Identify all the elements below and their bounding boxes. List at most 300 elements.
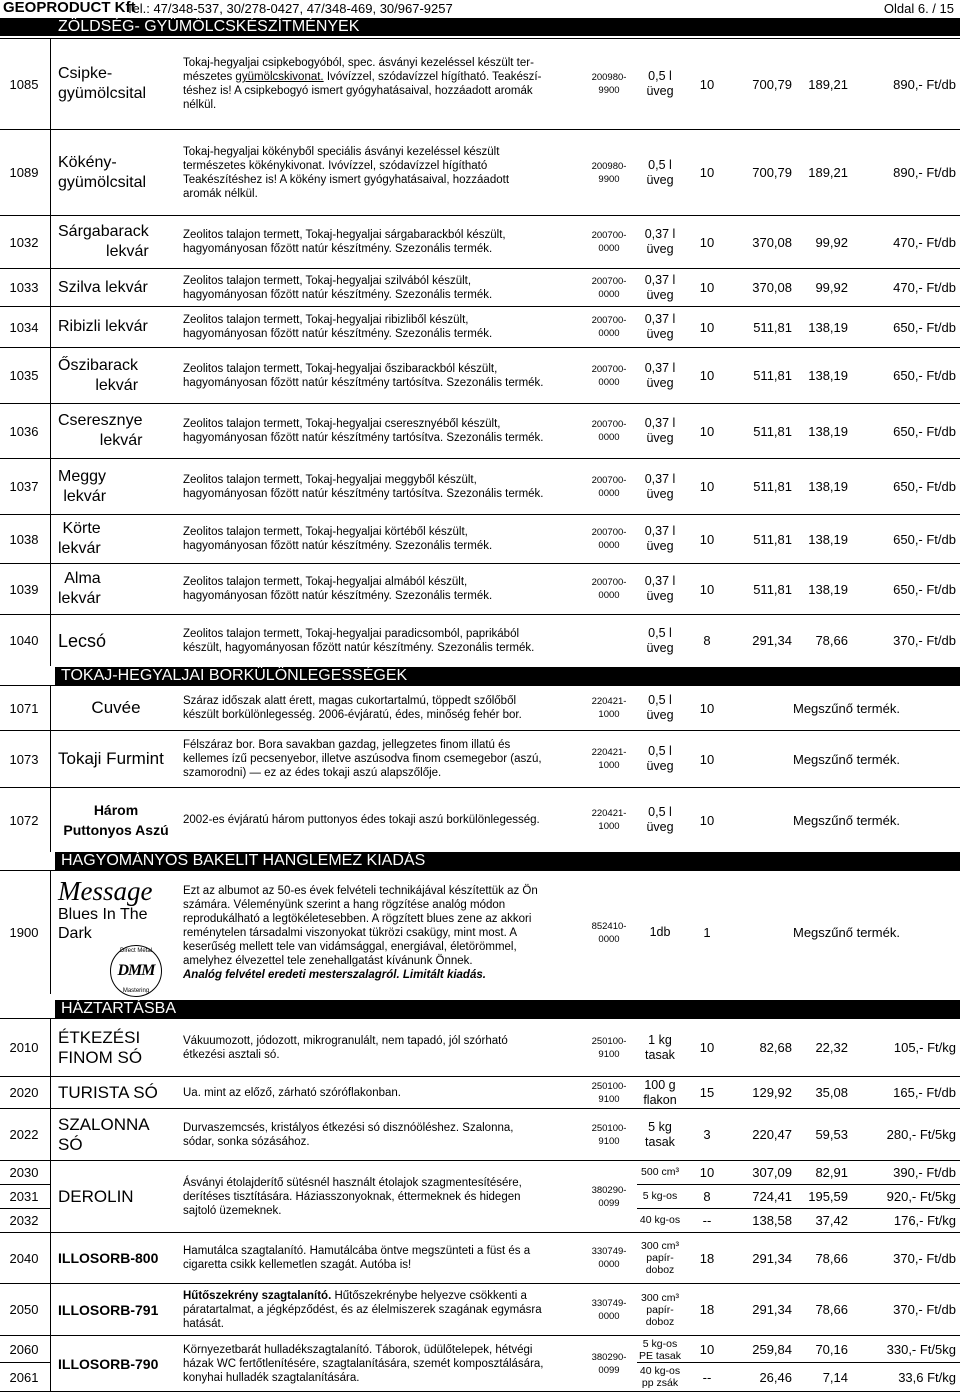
description-text-line: szamorodni) — ez az édes tokaji aszú alapszőlője.: [183, 767, 442, 779]
product-description: [183, 348, 575, 403]
net-price: 370,08: [752, 280, 792, 295]
product-name: [58, 615, 174, 666]
description-text-part: Ivóvízzel, szódavízzel hígítható. Teakészí-: [323, 71, 542, 83]
carton-quantity: 18: [699, 1250, 715, 1266]
product-name-text: [58, 278, 148, 298]
product-ean: [582, 615, 636, 666]
gross-price: 650,- Ft/db: [893, 581, 956, 597]
product-ean: [582, 515, 636, 563]
ean-text-line: 200700-: [591, 275, 627, 287]
product-code: 1071: [9, 700, 39, 716]
ean-text: [592, 576, 627, 602]
size-text-line: üveg: [646, 820, 674, 834]
product-ean: [582, 1233, 636, 1283]
ean-text-line: 220421-: [591, 808, 627, 819]
description-text-line: Zeolitos talajon termett, Tokaj-hegyaljai ribizliből készült,: [183, 314, 469, 326]
discontinued-note: [790, 871, 960, 994]
record-title: [58, 877, 162, 997]
package-size: [637, 515, 683, 563]
package-size-column: [637, 1161, 683, 1232]
product-name: [58, 1077, 174, 1108]
product-name-text-line: Körte: [62, 520, 101, 537]
size-text: [646, 626, 673, 656]
ean-text-line: 0000: [598, 1259, 620, 1270]
description-text-line: Környezetbarát hulladékszagtalanító. Táborok, üdülőtelepek, hétvégi: [183, 1343, 533, 1356]
product-description: [183, 564, 575, 614]
size-text-line: üveg: [646, 640, 674, 655]
product-code: 2020: [9, 1085, 39, 1100]
carton-quantity: 8: [703, 633, 711, 648]
ean-text-line: 9100: [598, 1135, 620, 1147]
product-name-text: [58, 749, 164, 769]
size-text-line: 0,5 l: [648, 625, 672, 640]
note-text: Megszűnő termék.: [793, 751, 900, 767]
description-text-line: Ezt az albumot az 50-es évek felvételi technikájával készítettük az Ön: [183, 884, 538, 897]
description-text-line: sajtoló üzemeknek.: [183, 1204, 282, 1217]
size-text: [646, 158, 673, 188]
column-divider: [50, 685, 51, 852]
description-text: [183, 627, 534, 655]
size-text-line: 0,5 l: [648, 744, 672, 758]
ean-text: [592, 1184, 627, 1210]
product-name-text-line: lekvár: [99, 432, 143, 449]
size-text-line: üveg: [646, 242, 674, 256]
size-text-line: üveg: [646, 375, 674, 390]
product-code: 2031: [9, 1188, 39, 1204]
carton-quantity: 10: [699, 423, 715, 439]
product-name: [58, 216, 174, 268]
product-name: [58, 307, 174, 347]
sub-row-divider: [637, 1208, 960, 1209]
ean-text-line: 1000: [598, 821, 620, 832]
table-row: [0, 38, 960, 129]
carton-quantity: 10: [699, 319, 715, 335]
size-text: [645, 1033, 675, 1063]
description-text: [183, 738, 542, 780]
gross-price: 650,- Ft/db: [893, 531, 956, 547]
ean-text-line: 852410-: [591, 920, 627, 932]
size-text: [645, 472, 676, 502]
vat-amount-column: [794, 1336, 848, 1391]
carton-quantity: 15: [699, 1085, 715, 1100]
product-name-text-line: Ribizli lekvár: [58, 318, 148, 335]
table-row: [0, 1283, 960, 1335]
product-name-text-line: Csipke-: [58, 65, 113, 82]
ean-text-line: 250100-: [591, 1080, 627, 1092]
package-size-column: [637, 1336, 683, 1391]
product-description: [183, 871, 575, 994]
product-description: [183, 39, 575, 129]
vat-amount: 189,21: [808, 76, 848, 92]
size-text-line: üveg: [646, 172, 674, 187]
product-code: 1085: [9, 76, 39, 92]
description-text: [183, 575, 492, 603]
net-price: 82,68: [759, 1040, 792, 1055]
ean-text-line: 9900: [598, 173, 620, 185]
description-text-line: készült, hagyományosan főzött natúr készítmény. Szezonális termék.: [183, 641, 535, 654]
package-size: [637, 788, 683, 852]
product-name: [58, 564, 174, 614]
description-text: [183, 228, 506, 256]
vat-amount: 99,92: [815, 234, 848, 250]
carton-quantity: 18: [699, 1302, 715, 1317]
product-name-text-line: Szilva lekvár: [58, 278, 148, 296]
product-name-text-line: lekvár: [95, 376, 139, 394]
product-code: 1039: [9, 581, 39, 597]
description-text: [183, 145, 509, 201]
table-row: [0, 563, 960, 614]
column-divider: [50, 38, 51, 666]
size-text-line: 0,37 l: [644, 416, 676, 430]
product-ean: [582, 459, 636, 514]
package-size: [640, 1365, 680, 1389]
sub-row-divider: [0, 1208, 50, 1209]
vat-amount: 7,14: [822, 1369, 848, 1385]
column-divider: [50, 1018, 51, 1391]
product-name-text-line: TURISTA SÓ: [58, 1082, 158, 1102]
discontinued-note: [790, 731, 960, 787]
product-code: 2010: [9, 1040, 39, 1055]
description-text-line: Zeolitos talajon termett, Tokaj-hegyaljai cseresznyéből készült,: [183, 418, 501, 430]
description-text-line: Zeolitos talajon termett, Tokaj-hegyaljai szilvából készült,: [183, 274, 472, 287]
description-text-line: Teakészítéshez is! A kökény ismert gyógyhatásaival, hozzáadott: [183, 173, 510, 186]
product-code: 1900: [9, 925, 39, 940]
size-text-line: 100 g: [644, 1077, 676, 1092]
net-price: 724,41: [752, 1188, 792, 1204]
product-description: [183, 1161, 575, 1232]
size-text: [645, 416, 676, 446]
description-text-line: Zeolitos talajon termett, Tokaj-hegyaljai sárgabarackból készült,: [183, 229, 506, 241]
product-ean: [582, 1019, 636, 1076]
net-price: 700,79: [752, 76, 792, 92]
product-description: [183, 1077, 575, 1108]
description-text: [183, 1121, 513, 1149]
product-name: [58, 459, 174, 514]
size-text: [645, 312, 676, 342]
ean-text: [592, 314, 627, 340]
package-size: [637, 1019, 683, 1076]
gross-price: 390,- Ft/db: [893, 1165, 956, 1181]
product-name-text-line: Meggy: [58, 467, 107, 485]
package-size: [637, 1077, 683, 1108]
kivonat-link[interactable]: gyümölcskivonat.: [235, 71, 324, 83]
product-name: [58, 877, 180, 994]
description-text-line: Zeolitos talajon termett, Tokaj-hegyaljai almából készült,: [183, 576, 468, 588]
product-ean: [582, 1161, 636, 1232]
note-text: Megszűnő termék.: [793, 812, 900, 828]
product-description: [183, 615, 575, 666]
size-text: [645, 273, 676, 303]
size-text-line: 0,5 l: [648, 693, 672, 707]
record-subtitle-line: Blues In The: [58, 906, 148, 923]
product-code: 2061: [9, 1369, 39, 1385]
table-row: [0, 514, 960, 563]
size-text: [646, 805, 673, 835]
gross-price: 890,- Ft/db: [893, 76, 956, 92]
logo-mark: DMM: [117, 962, 155, 979]
description-text-line: hatását.: [183, 1317, 224, 1330]
description-text-line: hagyományosan főzött natúr készítmény. Szezonális termék.: [183, 243, 493, 255]
package-size: [637, 307, 683, 347]
ean-text-line: 200700-: [591, 363, 627, 375]
product-name-text-line: SZALONNA: [58, 1114, 150, 1134]
carton-quantity: --: [702, 1212, 712, 1228]
package-size-line: 5 kg-os: [642, 1337, 678, 1350]
description-text-line: aromák nélkül.: [183, 187, 258, 200]
ean-text-line: 200700-: [591, 230, 627, 241]
description-text-line: Ua. mint az előző, zárható szóróflakonban.: [183, 1086, 401, 1099]
product-description: [183, 515, 575, 563]
ean-text-line: 200980-: [591, 72, 627, 83]
product-name: [58, 269, 174, 306]
size-text-line: 0,37 l: [644, 471, 676, 486]
package-size: [637, 615, 683, 666]
logo-text: Direct Metal: [119, 948, 152, 954]
size-text: [641, 1240, 679, 1276]
ean-text-line: 0000: [598, 590, 620, 601]
vat-amount: 37,42: [815, 1212, 848, 1228]
gross-price: 470,- Ft/db: [893, 280, 956, 295]
ean-text-line: 220421-: [591, 747, 627, 758]
net-price: 307,09: [752, 1165, 792, 1181]
product-ean: [582, 1284, 636, 1335]
description-text-line: cigaretta csikk kellemetlen szagát. Autóba is!: [183, 1259, 412, 1271]
vat-amount: 138,19: [808, 368, 848, 383]
product-description: [183, 1233, 575, 1283]
net-price: 511,81: [753, 319, 792, 335]
size-text-line: 0,37 l: [644, 524, 676, 538]
package-size: 5 kg-os: [642, 1189, 678, 1202]
product-description: [183, 269, 575, 306]
product-description: [183, 686, 575, 730]
ean-text-line: 200700-: [591, 419, 627, 430]
ean-text: [592, 1080, 627, 1106]
description-text-line: Ásványi étolajderítő sütésnél használt étolajok szagmentesítésére,: [183, 1176, 522, 1189]
table-row: [0, 730, 960, 787]
ean-text-line: 0000: [598, 487, 620, 499]
phone-numbers: Tel.: 47/348-537, 30/278-0427, 47/348-469, 30/967-9257: [126, 1, 453, 16]
carton-quantity: 10: [699, 1040, 715, 1055]
package-size: [637, 1284, 683, 1335]
description-text: [183, 417, 544, 445]
package-size: [637, 348, 683, 403]
carton-quantity: 10: [699, 700, 715, 716]
record-message-title: Message: [58, 876, 153, 906]
gross-price: 280,- Ft/5kg: [886, 1127, 956, 1142]
product-code: 1038: [9, 531, 39, 547]
package-size: [637, 1109, 683, 1160]
product-name-text: [58, 411, 142, 451]
ean-text: [592, 229, 627, 255]
ean-text-line: 380290-: [591, 1184, 627, 1196]
product-name-text-line: Kökény-: [58, 153, 117, 171]
carton-quantity: 10: [699, 280, 715, 295]
ean-text-line: 200980-: [591, 160, 627, 172]
gross-price: 920,- Ft/5kg: [886, 1188, 956, 1204]
sub-row-divider: [0, 1184, 50, 1185]
size-text-line: doboz: [645, 1315, 675, 1328]
carton-quantity: 10: [699, 368, 715, 383]
product-ean: [582, 130, 636, 215]
product-ean: [582, 404, 636, 458]
description-text-line: étkezési asztali só.: [183, 1048, 280, 1061]
product-name-text-line: ÉTKEZÉSI: [58, 1027, 141, 1047]
package-size: [637, 1233, 683, 1283]
product-ean: [582, 307, 636, 347]
product-description: [183, 1109, 575, 1160]
size-text: [645, 1120, 675, 1150]
product-ean: [582, 1077, 636, 1108]
net-price: 370,08: [752, 234, 792, 250]
product-name-text-line: SÓ: [58, 1134, 83, 1154]
product-description: [183, 788, 575, 852]
ean-text: [592, 160, 627, 186]
package-size: [637, 731, 683, 787]
product-code: 1037: [9, 479, 39, 494]
description-text: [183, 694, 522, 722]
description-text-line: Tokaj-hegyaljai kökényből speciális ásványi kezeléssel készült: [183, 145, 500, 158]
net-price: 700,79: [752, 165, 792, 180]
ean-text-line: 200700-: [591, 577, 627, 588]
gross-price: 650,- Ft/db: [893, 423, 956, 439]
ean-text-line: 0000: [598, 540, 620, 551]
product-name-text: [58, 356, 138, 396]
description-text-part: mészetes: [183, 71, 236, 83]
description-text-line: Száraz időszak alatt érett, magas cukortartalmú, töppedt szőlőből: [183, 695, 517, 707]
description-text: [183, 813, 540, 827]
product-name-text: [58, 519, 101, 559]
net-price: 291,34: [752, 1302, 792, 1317]
product-ean: [582, 39, 636, 129]
vat-amount: 138,19: [808, 531, 848, 547]
product-ean: [582, 871, 636, 994]
product-name-text-line: lekvár: [58, 590, 101, 607]
gross-price: 650,- Ft/db: [893, 368, 956, 383]
ean-text-line: 330749-: [591, 1297, 627, 1309]
size-text: [646, 693, 673, 723]
description-text-line: kellemes ízű pecsenyebor, illetve aszúsodva finom csemegebor (aszú,: [183, 753, 542, 765]
product-name-text-line: Alma: [64, 570, 101, 587]
product-ean: [582, 731, 636, 787]
product-code: 2032: [9, 1212, 39, 1228]
product-name-text: [58, 222, 149, 262]
gross-price: 650,- Ft/db: [893, 479, 956, 494]
ean-text-line: 0000: [598, 288, 620, 300]
product-name-text-line: FINOM SÓ: [58, 1047, 143, 1067]
product-name-text-line: Őszibarack: [58, 356, 139, 374]
description-text: [183, 56, 541, 112]
description-text-line: hagyományosan főzött natúr készítmény tartósítva. Szezonális termék.: [183, 487, 544, 500]
table-row: [0, 1108, 960, 1160]
product-name: [58, 39, 174, 129]
column-divider: [50, 870, 51, 994]
description-text-line: 2002-es évjáratú három puttonyos édes tokaji aszú borkülönlegesség.: [183, 814, 540, 826]
table-row: [0, 787, 960, 852]
product-code: 1072: [9, 812, 39, 828]
package-size-line: PE tasak: [638, 1349, 682, 1362]
ean-text-line: 200700-: [591, 527, 627, 538]
vat-amount: 59,53: [815, 1127, 848, 1142]
product-ean: [582, 269, 636, 306]
product-name: DEROLIN: [58, 1186, 134, 1206]
net-price: 291,34: [752, 1250, 792, 1266]
size-text: [646, 744, 673, 774]
size-text: [645, 361, 676, 391]
discontinued-note: [790, 686, 960, 730]
table-row: [0, 1018, 960, 1076]
ean-text: [592, 1122, 627, 1148]
net-price-column: [722, 1161, 792, 1232]
description-text: [183, 1343, 544, 1385]
package-size: [637, 871, 683, 994]
gross-price: 33,6 Ft/kg: [898, 1369, 956, 1385]
size-text: [643, 1078, 676, 1108]
carton-quantity: --: [702, 1369, 712, 1385]
table-row: [0, 129, 960, 215]
product-name-text-line: gyümölcsital: [58, 85, 147, 102]
ean-text: [592, 920, 627, 946]
description-text: [183, 525, 492, 553]
gross-price: 370,- Ft/db: [893, 1250, 956, 1266]
product-description: [183, 216, 575, 268]
size-text-line: doboz: [645, 1264, 675, 1276]
sub-row-divider: [637, 1362, 960, 1363]
ean-text-line: 9100: [598, 1093, 620, 1105]
product-code: 2060: [9, 1342, 39, 1358]
ean-text-line: 200700-: [591, 315, 627, 326]
gross-price-column: [852, 1336, 956, 1391]
carton-quantity: 3: [703, 1127, 711, 1142]
gross-price: 890,- Ft/db: [893, 165, 956, 180]
table-row: [0, 1232, 960, 1283]
gross-price: 330,- Ft/5kg: [886, 1342, 956, 1358]
size-text-line: 0,5 l: [648, 805, 672, 819]
product-code: 1035: [9, 368, 39, 383]
ean-text-line: 0000: [598, 243, 620, 254]
table-row: [0, 685, 960, 730]
ean-text: [592, 526, 627, 552]
description-text-part: Hűtőszekrénybe helyezve csökkenti a: [331, 1289, 527, 1302]
package-size: 500 cm³: [641, 1166, 679, 1179]
product-description: [183, 1336, 575, 1391]
carton-quantity: 10: [699, 1342, 715, 1358]
description-text-line: amelyhez élvezettel tele zenehallgatást kívánunk Önnek.: [183, 954, 473, 967]
sub-row-divider: [637, 1184, 960, 1185]
carton-quantity: 10: [699, 76, 715, 92]
vat-amount: 78,66: [815, 633, 848, 648]
gross-price: 370,- Ft/db: [893, 1302, 956, 1317]
product-ean: [582, 216, 636, 268]
section-header-records: HAGYOMÁNYOS BAKELIT HANGLEMEZ KIADÁS: [55, 852, 960, 870]
product-description: [183, 459, 575, 514]
ean-text-line: 1000: [598, 709, 620, 720]
carton-quantity: 10: [699, 479, 715, 494]
product-codes: [0, 1336, 48, 1391]
product-name: [58, 788, 174, 852]
product-name-text-line: lekvár: [58, 540, 101, 557]
product-ean: [582, 788, 636, 852]
vat-amount: 70,16: [815, 1342, 848, 1358]
product-code: 1073: [9, 751, 39, 767]
product-description: [183, 1284, 575, 1335]
description-text-line: Félszáraz bor. Bora savakban gazdag, jellegzetes finom illatú és: [183, 739, 511, 751]
size-text-line: 0,37 l: [644, 360, 676, 375]
page-header: [0, 0, 960, 18]
product-name: [58, 515, 174, 563]
description-text-line: sódar, sonka sózásához.: [183, 1135, 310, 1148]
size-text: [645, 227, 676, 257]
description-text-line: hagyományosan főzött natúr készítmény tartósítva. Szezonális termék.: [183, 432, 544, 444]
